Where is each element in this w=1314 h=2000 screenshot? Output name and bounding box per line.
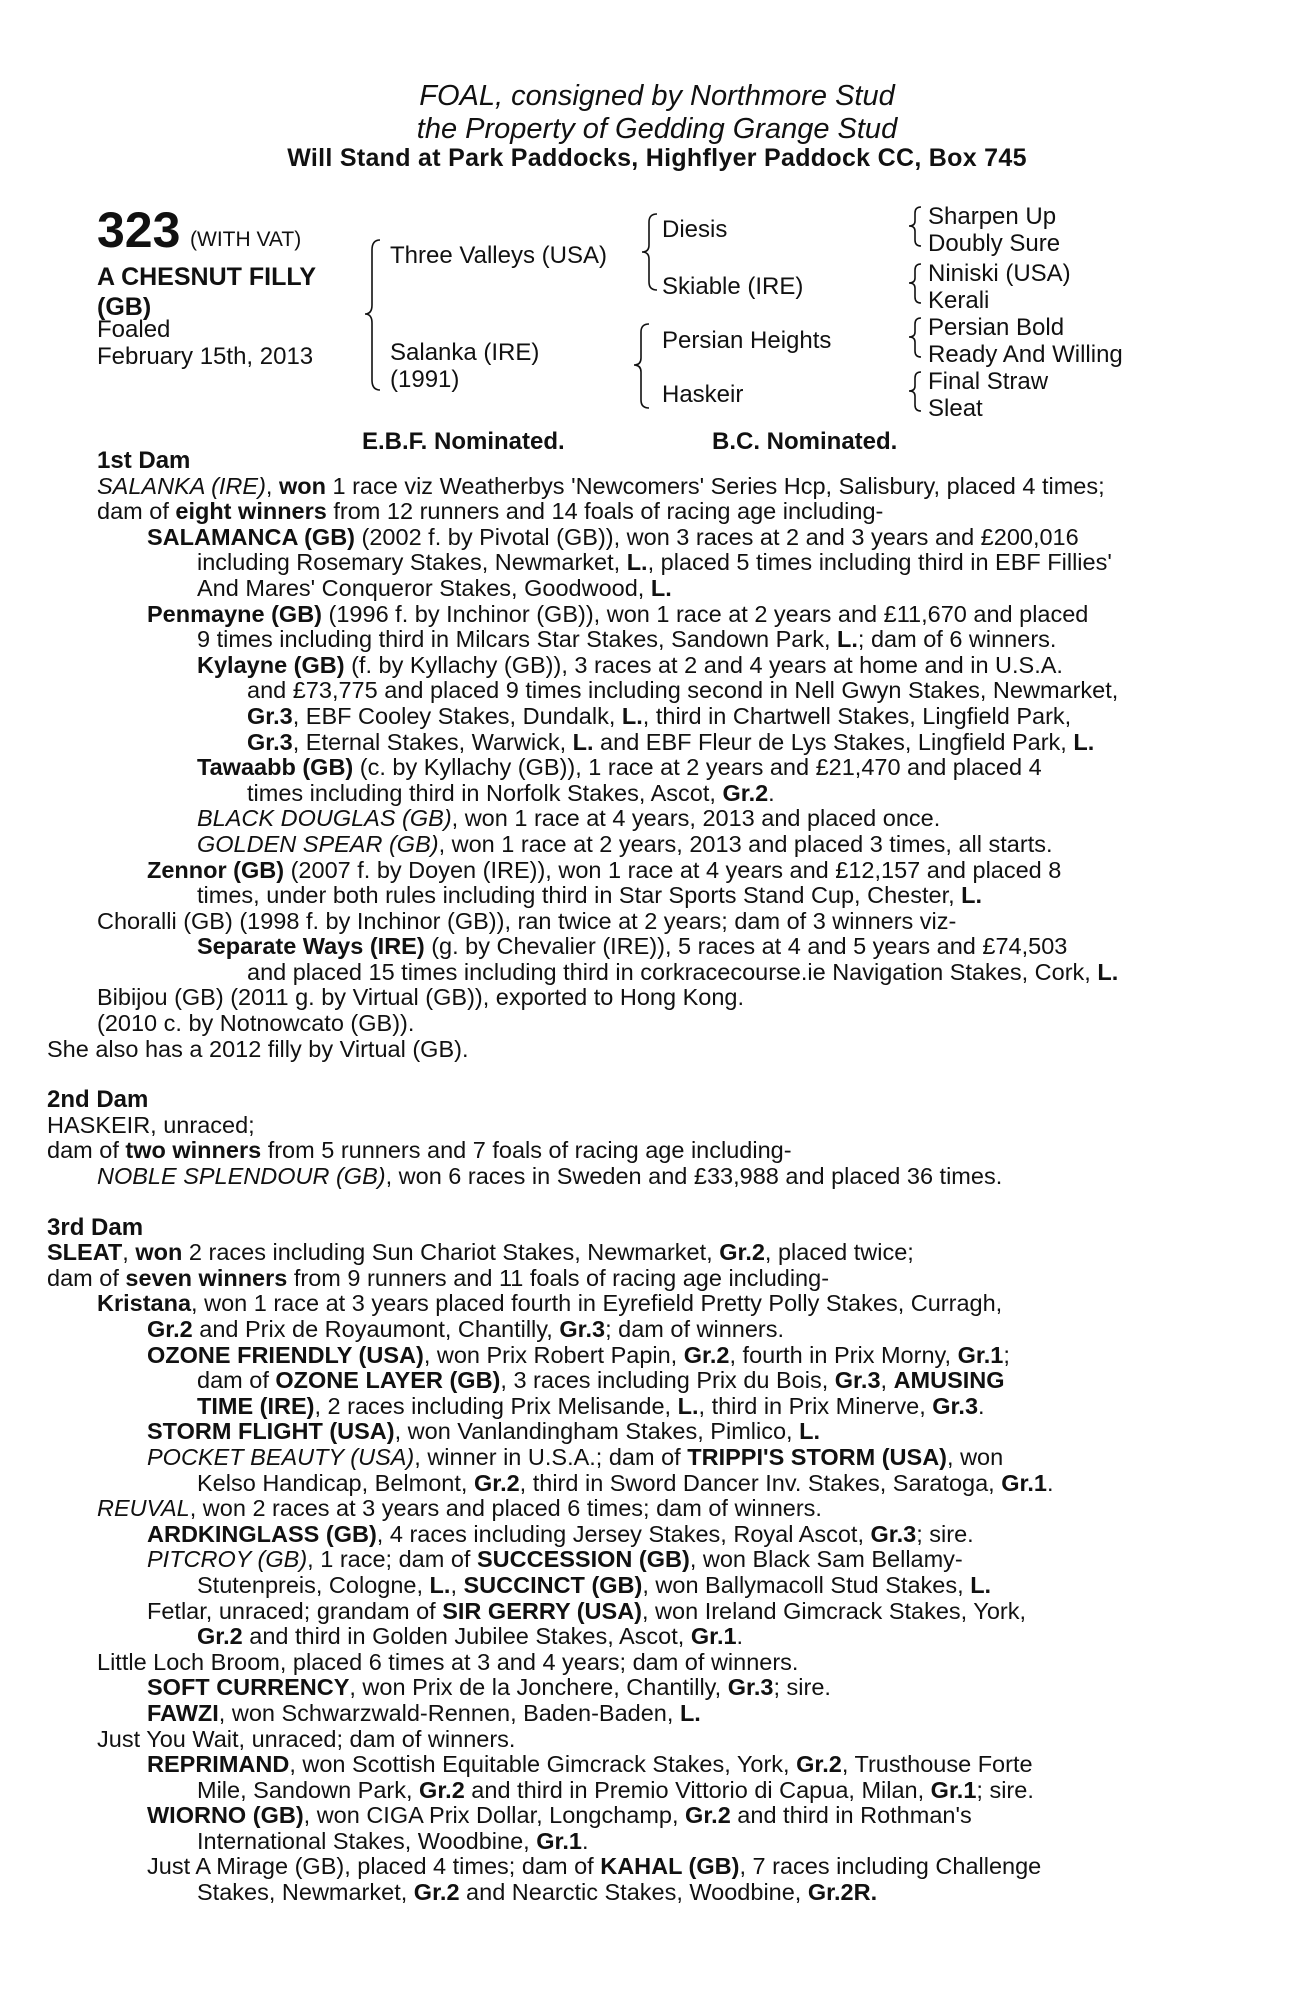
produce-entry: Tawaabb (GB) (c. by Kyllachy (GB)), 1 race at 2 years and £21,470 and placed 4 bbox=[197, 754, 1042, 781]
bracket-ds bbox=[909, 318, 921, 357]
produce-entry: WIORNO (GB), won CIGA Prix Dollar, Longchamp, Gr.2 and third in Rothman's bbox=[147, 1802, 972, 1829]
ss-sire: Sharpen Up bbox=[928, 203, 1057, 230]
produce-entry: Kristana, won 1 race at 3 years placed fourth in Eyrefield Pretty Polly Stakes, Curragh, bbox=[97, 1290, 1003, 1317]
dam-dam: Haskeir bbox=[662, 381, 744, 408]
produce-entry: Bibijou (GB) (2011 g. by Virtual (GB)), exported to Hong Kong. bbox=[97, 984, 745, 1011]
produce-entry-cont: times including third in Norfolk Stakes, Ascot, Gr.2. bbox=[247, 779, 775, 806]
produce-entry: Just A Mirage (GB), placed 4 times; dam of KAHAL (GB), 7 races including Challenge bbox=[147, 1853, 1042, 1880]
bracket-sire bbox=[642, 214, 657, 290]
second-dam-heading: 2nd Dam bbox=[47, 1086, 149, 1114]
produce-note: She also has a 2012 filly by Virtual (GB). bbox=[47, 1035, 469, 1062]
dam-produce-line: dam of eight winners from 12 runners and 14 foals of racing age including- bbox=[97, 498, 884, 525]
produce-entry: Choralli (GB) (1998 f. by Inchinor (GB)), ran twice at 2 years; dam of 3 winners viz- bbox=[97, 907, 957, 934]
produce-entry: FAWZI, won Schwarzwald-Rennen, Baden-Baden, L. bbox=[147, 1699, 701, 1726]
produce-entry-cont: International Stakes, Woodbine, Gr.1. bbox=[197, 1827, 589, 1854]
produce-entry-cont: times, under both rules including third in Star Sports Stand Cup, Chester, L. bbox=[197, 882, 983, 909]
sd-dam: Kerali bbox=[928, 287, 990, 314]
bracket-sire-dam bbox=[365, 240, 380, 390]
property-line: the Property of Gedding Grange Stud bbox=[416, 113, 898, 145]
dd-dam: Sleat bbox=[928, 395, 983, 422]
produce-entry-cont: Gr.2 and third in Golden Jubilee Stakes, Ascot, Gr.1. bbox=[197, 1623, 744, 1650]
produce-entry: SOFT CURRENCY, won Prix de la Jonchere, Chantilly, Gr.3; sire. bbox=[147, 1674, 831, 1701]
produce-entry-cont: and placed 15 times including third in corkracecourse.ie Navigation Stakes, Cork, L. bbox=[247, 958, 1119, 985]
produce-entry: Separate Ways (IRE) (g. by Chevalier (IRE)), 5 races at 4 and 5 years and £74,503 bbox=[197, 933, 1068, 960]
produce-entry: SALAMANCA (GB) (2002 f. by Pivotal (GB)), won 3 races at 2 and 3 years and £200,016 bbox=[147, 523, 1079, 550]
produce-entry: (2010 c. by Notnowcato (GB)). bbox=[97, 1010, 415, 1037]
sex-line-1: A CHESNUT FILLY bbox=[97, 263, 316, 291]
produce-entry-cont: Mile, Sandown Park, Gr.2 and third in Premio Vittorio di Capua, Milan, Gr.1; sire. bbox=[197, 1776, 1034, 1803]
produce-entry: ARDKINGLASS (GB), 4 races including Jersey Stakes, Royal Ascot, Gr.3; sire. bbox=[147, 1520, 974, 1547]
dam-line: SALANKA (IRE), won 1 race viz Weatherbys 'Newcomers' Series Hcp, Salisbury, placed 4 times; bbox=[97, 472, 1105, 499]
produce-entry-cont: Stakes, Newmarket, Gr.2 and Nearctic Stakes, Woodbine, Gr.2R. bbox=[197, 1879, 878, 1906]
produce-entry: Just You Wait, unraced; dam of winners. bbox=[97, 1725, 516, 1752]
produce-entry: NOBLE SPLENDOUR (GB), won 6 races in Sweden and £33,988 and placed 36 times. bbox=[97, 1163, 1003, 1190]
produce-entry-cont: Stutenpreis, Cologne, L., SUCCINCT (GB), won Ballymacoll Stud Stakes, L. bbox=[197, 1571, 992, 1598]
dam-name: Salanka (IRE) bbox=[390, 339, 540, 366]
third-dam-heading: 3rd Dam bbox=[47, 1213, 144, 1241]
foaled-label: Foaled bbox=[97, 316, 171, 343]
pedigree-brackets bbox=[0, 0, 1314, 450]
dam-sire: Persian Heights bbox=[662, 327, 832, 354]
ebf-nominated: E.B.F. Nominated. bbox=[362, 428, 565, 455]
produce-entry: Zennor (GB) (2007 f. by Doyen (IRE)), won 1 race at 4 years and £12,157 and placed 8 bbox=[147, 856, 1062, 883]
ss-dam: Doubly Sure bbox=[928, 230, 1061, 257]
produce-entry-cont: Gr.3, EBF Cooley Stakes, Dundalk, L., third in Chartwell Stakes, Lingfield Park, bbox=[247, 702, 1072, 729]
produce-entry: POCKET BEAUTY (USA), winner in U.S.A.; dam of TRIPPI'S STORM (USA), won bbox=[147, 1443, 1004, 1470]
produce-entry-cont: TIME (IRE), 2 races including Prix Melisande, L., third in Prix Minerve, Gr.3. bbox=[197, 1392, 985, 1419]
ds-dam: Ready And Willing bbox=[928, 341, 1123, 368]
produce-entry: Kylayne (GB) (f. by Kyllachy (GB)), 3 races at 2 and 4 years at home and in U.S.A. bbox=[197, 651, 1063, 678]
stand-location: Will Stand at Park Paddocks, Highflyer Paddock CC, Box 745 bbox=[287, 144, 1027, 172]
foaled-date: February 15th, 2013 bbox=[97, 343, 314, 370]
first-dam-heading: 1st Dam bbox=[97, 447, 191, 474]
dam-year: (1991) bbox=[390, 366, 460, 393]
sex-line-2: (GB) bbox=[97, 293, 152, 321]
consignor-line: FOAL, consigned by Northmore Stud bbox=[419, 80, 895, 112]
produce-entry-cont: dam of OZONE LAYER (GB), 3 races including Prix du Bois, Gr.3, AMUSING bbox=[197, 1367, 1005, 1394]
produce-entry: Penmayne (GB) (1996 f. by Inchinor (GB)), won 1 race at 2 years and £11,670 and placed bbox=[147, 600, 1089, 627]
produce-entry-cont: Kelso Handicap, Belmont, Gr.2, third in Sword Dancer Inv. Stakes, Saratoga, Gr.1. bbox=[197, 1469, 1054, 1496]
produce-entry: REUVAL, won 2 races at 3 years and placed 6 times; dam of winners. bbox=[97, 1495, 822, 1522]
produce-entry-cont: including Rosemary Stakes, Newmarket, L., placed 5 times including third in EBF Fillies' bbox=[197, 549, 1112, 576]
third-dam-produce: dam of seven winners from 9 runners and 11 foals of racing age including- bbox=[47, 1264, 830, 1291]
bracket-dam bbox=[634, 324, 649, 408]
vat-note: (WITH VAT) bbox=[190, 228, 302, 251]
catalogue-body bbox=[47, 447, 1207, 1906]
produce-entry-cont: Gr.3, Eternal Stakes, Warwick, L. and EBF Fleur de Lys Stakes, Lingfield Park, L. bbox=[247, 728, 1095, 755]
produce-entry: GOLDEN SPEAR (GB), won 1 race at 2 years, 2013 and placed 3 times, all starts. bbox=[197, 830, 1053, 857]
sire-sire: Diesis bbox=[662, 216, 728, 243]
bracket-ss bbox=[909, 207, 921, 246]
produce-entry-cont: 9 times including third in Milcars Star Stakes, Sandown Park, L.; dam of 6 winners. bbox=[197, 626, 1057, 653]
produce-entry: REPRIMAND, won Scottish Equitable Gimcrack Stakes, York, Gr.2, Trusthouse Forte bbox=[147, 1751, 1033, 1778]
second-dam-produce: dam of two winners from 5 runners and 7 foals of racing age including- bbox=[47, 1137, 792, 1164]
produce-entry: Little Loch Broom, placed 6 times at 3 and 4 years; dam of winners. bbox=[97, 1648, 799, 1675]
produce-entry-cont: And Mares' Conqueror Stakes, Goodwood, L. bbox=[197, 574, 672, 601]
sire-dam: Skiable (IRE) bbox=[662, 273, 804, 300]
bracket-dd bbox=[909, 372, 921, 411]
produce-entry: PITCROY (GB), 1 race; dam of SUCCESSION (GB), won Black Sam Bellamy- bbox=[147, 1546, 963, 1573]
produce-entry: Fetlar, unraced; grandam of SIR GERRY (USA), won Ireland Gimcrack Stakes, York, bbox=[147, 1597, 1026, 1624]
third-dam-line: SLEAT, won 2 races including Sun Chariot Stakes, Newmarket, Gr.2, placed twice; bbox=[47, 1239, 914, 1266]
sire-name: Three Valleys (USA) bbox=[390, 242, 607, 269]
sd-sire: Niniski (USA) bbox=[928, 260, 1071, 287]
second-dam-line: HASKEIR, unraced; bbox=[47, 1111, 255, 1138]
bracket-sd bbox=[909, 264, 921, 303]
bc-nominated: B.C. Nominated. bbox=[712, 428, 898, 455]
lot-number: 323 bbox=[97, 202, 181, 258]
dd-sire: Final Straw bbox=[928, 368, 1049, 395]
produce-entry: OZONE FRIENDLY (USA), won Prix Robert Papin, Gr.2, fourth in Prix Morny, Gr.1; bbox=[147, 1341, 1010, 1368]
produce-entry-cont: and £73,775 and placed 9 times including second in Nell Gwyn Stakes, Newmarket, bbox=[247, 677, 1119, 704]
produce-entry: STORM FLIGHT (USA), won Vanlandingham Stakes, Pimlico, L. bbox=[147, 1418, 820, 1445]
produce-entry: BLACK DOUGLAS (GB), won 1 race at 4 years, 2013 and placed once. bbox=[197, 805, 941, 832]
produce-entry-cont: Gr.2 and Prix de Royaumont, Chantilly, Gr.3; dam of winners. bbox=[147, 1316, 785, 1342]
ds-sire: Persian Bold bbox=[928, 314, 1065, 341]
